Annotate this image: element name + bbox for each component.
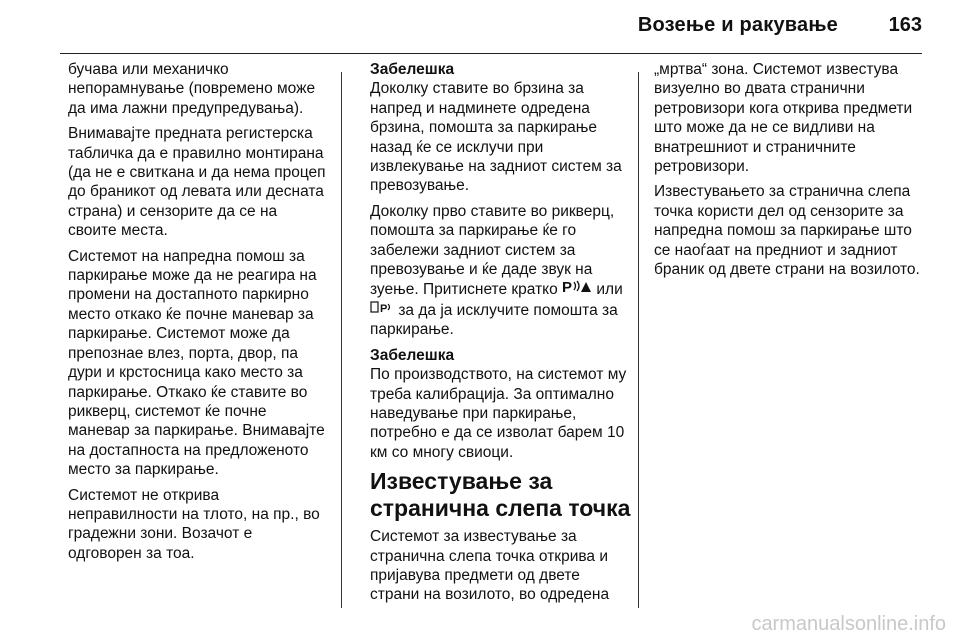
paragraph: бучава или механичко непорамнување (повремено може да има лажни предупредувања). bbox=[68, 61, 316, 117]
paragraph: Системот за известување за странична слепа точка открива и пријавува предмети од двете страни на возилото, во одредена bbox=[370, 528, 610, 604]
note-text: По производството, на системот му треба калибрација. За оптимално наведување при паркирање, потребно е да се изволат барем 10 км со многу свиоци. bbox=[370, 366, 627, 461]
page-title: Возење и ракување bbox=[637, 14, 838, 36]
svg-text:P: P bbox=[562, 279, 573, 295]
paragraph-text: Доколку прво ставите во рикверц, помошта за паркирање ќе го забележи задниот систем за превозување и ќе даде звук на зуење. Притиснете кратко bbox=[370, 202, 615, 299]
header-rule bbox=[60, 53, 922, 54]
paragraph-text: за да ја исклучите помошта за паркирање. bbox=[370, 301, 618, 339]
section-heading: Известување за странична слепа точка bbox=[370, 468, 631, 522]
column-2 bbox=[370, 60, 632, 611]
page-header bbox=[0, 0, 960, 52]
column-1 bbox=[68, 60, 330, 569]
watermark: carmanualsonline.info bbox=[751, 613, 946, 635]
paragraph: „мртва“ зона. Системот известува визуелно во двата странични ретровизори кога открива предмети што може да не се видливи на внатрешниот и страничните ретровизори. bbox=[654, 61, 913, 176]
parking-assist-sensor-icon bbox=[562, 279, 592, 299]
column-divider bbox=[341, 72, 342, 608]
svg-text:P: P bbox=[380, 302, 388, 315]
page-number: 163 bbox=[888, 14, 922, 36]
paragraph: Известувањето за странична слепа точка користи дел од сензорите за напредна помош за паркирање што се наоѓаат на предниот и задниот браник од двете страни на возилото. bbox=[654, 183, 920, 279]
column-3 bbox=[654, 60, 922, 285]
note-text: Доколку ставите во брзина за напред и надминете одредена брзина, помошта за паркирање назад ќе се исклучи при извлекување на задниот систем за превозување. bbox=[370, 80, 622, 195]
paragraph: Системот не открива неправилности на тлото, на пр., во градежни зони. Возачот е одговорен за тоа. bbox=[68, 486, 320, 562]
note-label: Забелешка bbox=[370, 346, 455, 364]
paragraph: Системот на напредна помош за паркирање може да не реагира на промени на достапното паркирно место откако ќе почне маневар за паркирање. Системот може да препознае влез, порта, двор, па дури и крстосница како место за паркирање. Откако ќе ставите во рикверц, системот ќе почне маневар за паркирање. Внимавајте на достапноста на предложеното место за паркирање. bbox=[68, 247, 325, 479]
rear-parking-icon bbox=[370, 300, 394, 320]
column-divider bbox=[638, 72, 639, 608]
paragraph-text: или bbox=[596, 281, 623, 299]
paragraph bbox=[370, 202, 632, 340]
note-label: Забелешка bbox=[370, 61, 455, 78]
paragraph: Внимавајте предната регистерска табличка да е правилно монтирана (да не е свиткана и да нема процеп до браникот од левата или десната страна) и сензорите да се на своите места. bbox=[68, 125, 326, 240]
